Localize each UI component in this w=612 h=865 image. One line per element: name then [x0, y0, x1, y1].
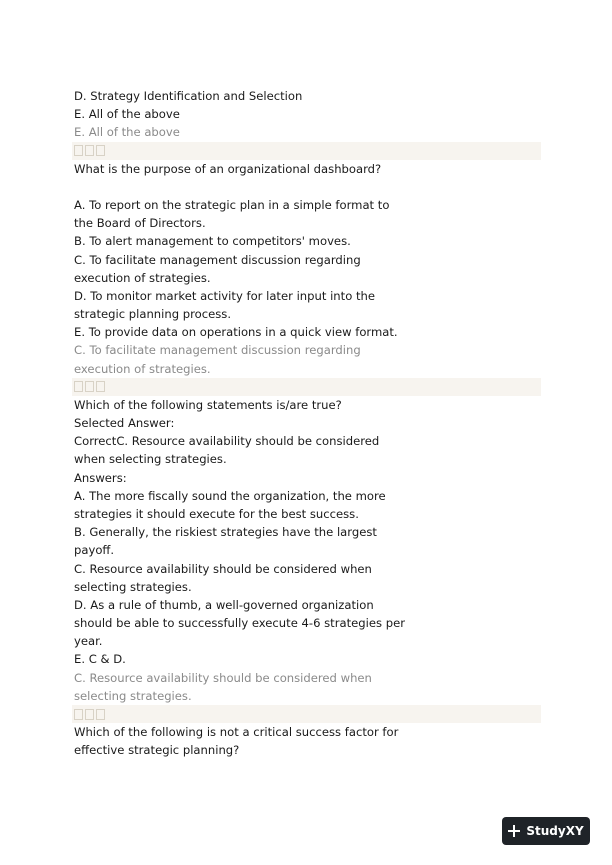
placeholder-box-icon [96, 381, 105, 392]
correct-answer-line: C. To facilitate management discussion regarding [74, 343, 361, 358]
text-line: year. [74, 634, 103, 649]
text-line: Which of the following is not a critical success factor for [74, 725, 399, 739]
text-line: E. To provide data on operations in a quick view format. [74, 325, 398, 340]
text-line: B. Generally, the riskiest strategies have the largest [74, 525, 377, 540]
text-line: D. As a rule of thumb, a well-governed organization [74, 597, 374, 612]
text-line: execution of strategies. [74, 270, 211, 285]
document-body [74, 87, 539, 759]
text-line: payoff. [74, 543, 115, 558]
text-line: Answers: [74, 470, 127, 485]
text-line: A. The more fiscally sound the organization, the more [74, 488, 386, 503]
text-line: when selecting strategies. [74, 452, 227, 467]
text-line: selecting strategies. [74, 579, 192, 594]
text-line: What is the purpose of an organizational dashboard? [74, 161, 382, 176]
text-line: B. To alert management to competitors' moves. [74, 234, 351, 249]
placeholder-box-icon [74, 381, 83, 392]
blank-line [74, 178, 539, 196]
text-line: Which of the following statements is/are true? [74, 397, 342, 412]
text-line: E. C & D. [74, 652, 126, 667]
text-line: strategies it should execute for the best success. [74, 506, 359, 521]
text-line: strategic planning process. [74, 307, 232, 322]
text-line: C. To facilitate management discussion regarding [74, 252, 361, 267]
text-line: the Board of Directors. [74, 216, 206, 231]
correct-answer-line: E. All of the above [74, 125, 180, 140]
studyxy-logo[interactable] [502, 817, 590, 845]
placeholder-box-icon [74, 709, 83, 720]
logo-text: StudyXY [526, 824, 584, 838]
text-line: CorrectC. Resource availability should be considered [74, 434, 380, 449]
placeholder-box-icon [74, 145, 83, 156]
placeholder-box-icon [85, 381, 94, 392]
correct-answer-line: C. Resource availability should be considered when [74, 670, 372, 685]
text-line: A. To report on the strategic plan in a simple format to [74, 197, 390, 212]
text-line: E. All of the above [74, 107, 180, 122]
placeholder-box-icon [96, 709, 105, 720]
question-separator-bar [72, 705, 541, 723]
correct-answer-line: selecting strategies. [74, 688, 192, 703]
correct-answer-line: execution of strategies. [74, 361, 211, 376]
text-line: C. Resource availability should be considered when [74, 561, 372, 576]
text-line: effective strategic planning? [74, 743, 240, 758]
plus-icon [508, 825, 520, 837]
text-line: should be able to successfully execute 4-6 strategies per [74, 616, 405, 631]
question-separator-bar [72, 142, 541, 160]
question-separator-bar [72, 378, 541, 396]
text-line: D. To monitor market activity for later input into the [74, 288, 375, 303]
text-line: D. Strategy Identification and Selection [74, 89, 303, 103]
text-line: Selected Answer: [74, 416, 175, 430]
placeholder-box-icon [85, 145, 94, 156]
placeholder-box-icon [85, 709, 94, 720]
placeholder-box-icon [96, 145, 105, 156]
